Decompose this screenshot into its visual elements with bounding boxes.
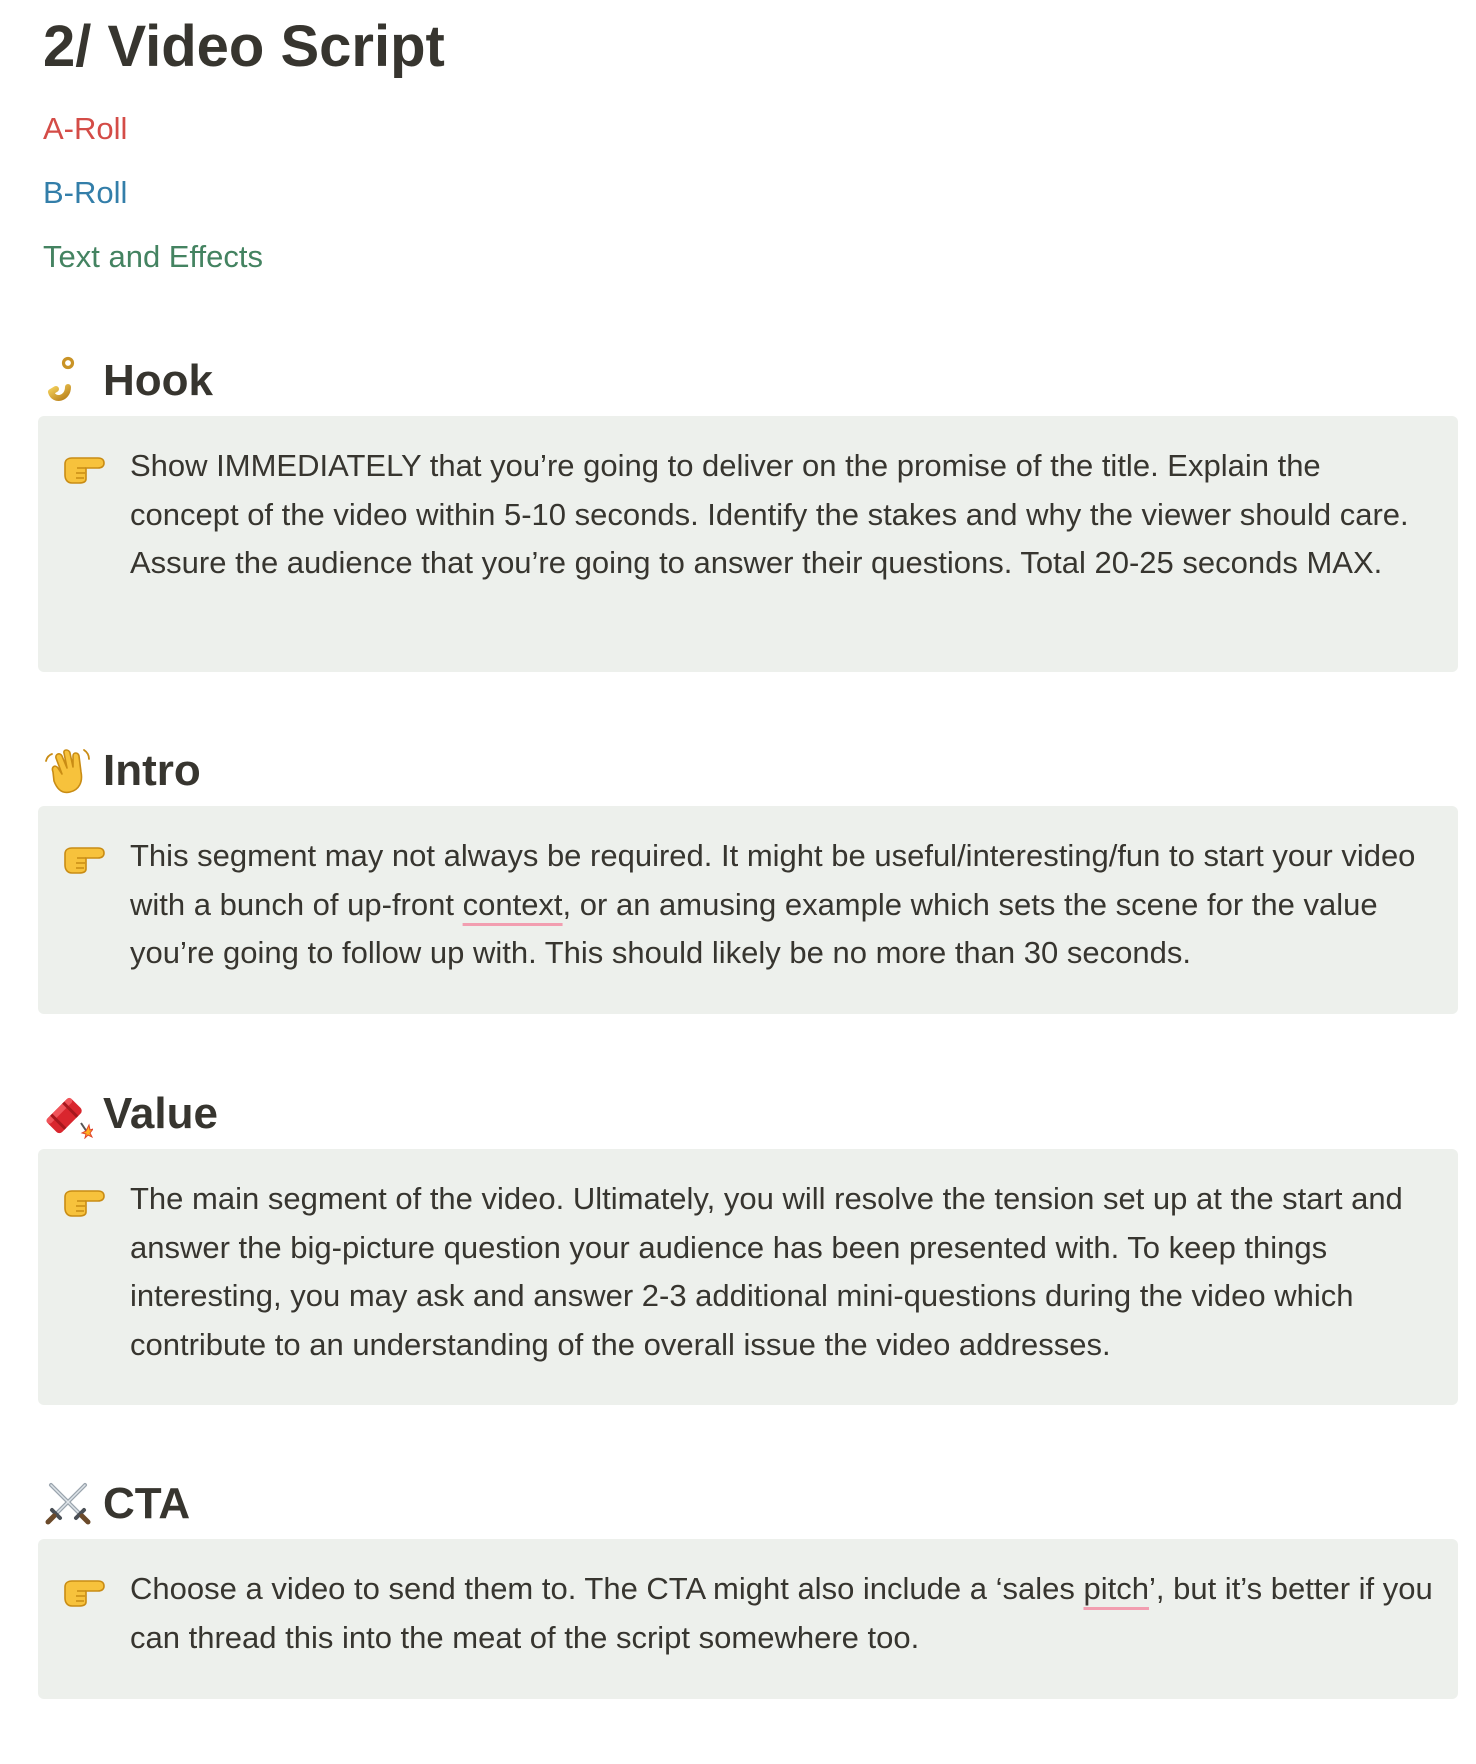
callout-text-hook: Show IMMEDIATELY that you’re going to deliver on the promise of the title. Explain the concept of the video within 5-10 seconds. Identify the stakes and why the viewer should care. Assure the audience that you’re going to answer their questions. Total 20-25 seconds MAX.	[130, 448, 1409, 580]
pointing-hand-icon	[62, 1574, 108, 1608]
legend-a-roll: A-Roll	[43, 111, 128, 146]
callout-text-value: The main segment of the video. Ultimately, you will resolve the tension set up at the start and answer the big-picture question your audience has been presented with. To keep things interesting, you may ask and answer 2-3 additional mini-questions during the video which contribute to an understanding of the overall issue the video addresses.	[130, 1181, 1403, 1362]
crossed-swords-icon	[43, 1479, 93, 1529]
section-title-value: Value	[103, 1089, 218, 1138]
pointing-hand-icon	[62, 451, 108, 485]
section-heading-hook	[43, 353, 213, 409]
callout-text-intro-part1: This segment may not always be required. It might be useful/interesting/fun to start your video with a bunch of up-front	[130, 838, 1416, 922]
firecracker-icon	[43, 1089, 93, 1139]
callout-text-intro-part2: , or an amusing example which sets the scene for the value you’re going to follow up with. This should likely be no more than 30 seconds.	[130, 886, 1378, 970]
section-heading-value	[43, 1086, 218, 1142]
legend-b-roll: B-Roll	[43, 175, 128, 210]
pointing-hand-icon	[62, 1184, 108, 1218]
callout-cta	[38, 1539, 1458, 1699]
callout-hook	[38, 416, 1458, 672]
section-heading-intro	[43, 743, 201, 799]
callout-text-cta	[130, 1565, 1434, 1662]
waving-hand-icon	[43, 746, 93, 796]
hook-icon	[43, 356, 93, 406]
callout-intro	[38, 806, 1458, 1014]
callout-text-intro	[130, 832, 1434, 978]
callout-value	[38, 1149, 1458, 1405]
section-title-hook: Hook	[103, 356, 213, 405]
callout-text-cta-part2: ’, but it’s better if you can thread this into the meat of the script somewhere too.	[130, 1571, 1433, 1655]
section-title-cta: CTA	[103, 1479, 191, 1528]
section-heading-cta	[43, 1476, 190, 1532]
section-title-intro: Intro	[103, 746, 201, 795]
pointing-hand-icon	[62, 841, 108, 875]
callout-text-cta-part1: Choose a video to send them to. The CTA might also include a ‘sales	[130, 1571, 1084, 1606]
spellcheck-flagged-word[interactable]: pitch	[1083, 1571, 1149, 1606]
spellcheck-flagged-word[interactable]: context	[462, 886, 563, 922]
page-title: 2/ Video Script	[43, 14, 445, 79]
legend-text-and-effects: Text and Effects	[43, 239, 263, 274]
